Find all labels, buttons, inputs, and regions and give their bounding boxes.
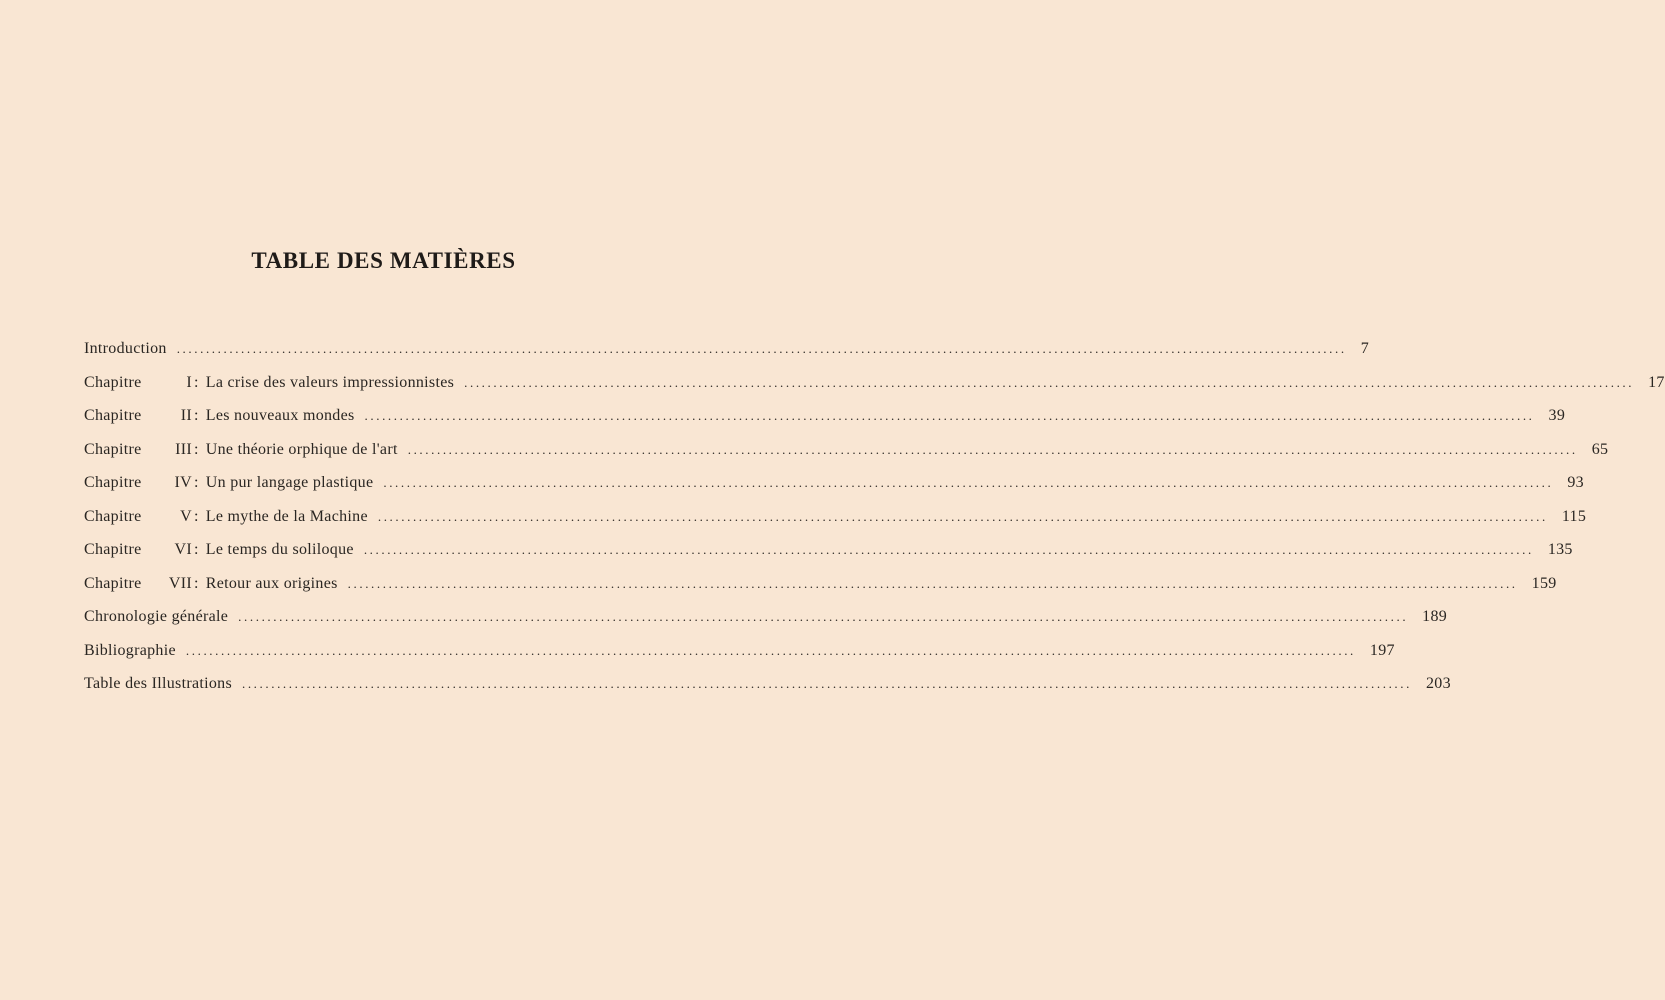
page-title: TABLE DES MATIÈRES [251,248,516,273]
chapter-colon: : [194,373,199,391]
chapter-word: Chapitre [84,373,142,391]
page-number: 7 [1360,340,1370,357]
page-number: 39 [1548,407,1566,424]
dot-leader: ........................................................................................................................................................................................................ [363,542,1534,557]
page-number: 135 [1547,541,1573,558]
entry-label: Le temps du soliloque [205,541,354,558]
chapter-colon: : [194,574,199,592]
chapter-word: Chapitre [84,507,142,525]
dot-leader: ........................................................................................................................................................................................................ [464,374,1635,390]
toc-entry-chronologie [84,608,1448,642]
chapter-numeral: II [180,407,192,424]
page-number: 189 [1422,608,1448,625]
page-number: 197 [1369,641,1395,659]
toc-entry-chapter-2 [84,407,1566,441]
toc-entry-illustrations [84,675,1451,709]
entry-label: Introduction [84,340,167,357]
dot-leader: ........................................................................................................................................................................................................ [364,408,1535,423]
entry-label: Chronologie générale [84,608,229,625]
dot-leader: ........................................................................................................................................................................................................ [238,609,1409,624]
toc-entry-introduction [84,340,1370,374]
chapter-numeral: VI [174,541,192,558]
entry-label: Retour aux origines [205,574,338,592]
chapter-word: Chapitre [84,574,142,592]
entry-label: Les nouveaux mondes [205,407,355,424]
chapter-numeral: VII [168,574,192,592]
chapter-colon: : [194,440,199,458]
page-number: 93 [1567,474,1584,491]
toc-entry-chapter-3 [84,440,1609,475]
page-number: 115 [1561,507,1587,525]
chapter-word: Chapitre [84,474,142,491]
chapter-colon: : [194,541,199,558]
chapter-word: Chapitre [84,440,142,458]
toc-entry-chapter-4 [84,474,1584,508]
chapter-numeral: V [180,507,192,525]
chapter-colon: : [194,474,199,491]
page-number: 65 [1591,440,1609,458]
entry-label: Le mythe de la Machine [205,507,368,525]
table-of-contents [84,340,1665,709]
chapter-colon: : [194,407,199,424]
entry-label: Une théorie orphique de l'art [205,440,398,458]
toc-entry-chapter-7 [84,574,1557,609]
dot-leader: ........................................................................................................................................................................................................ [383,475,1554,490]
page-number: 203 [1425,675,1451,692]
entry-label: Un pur langage plastique [205,474,374,491]
chapter-numeral: III [175,440,192,458]
toc-entry-bibliographie [84,641,1395,676]
chapter-colon: : [194,507,199,525]
entry-label: Table des Illustrations [84,675,232,692]
chapter-word: Chapitre [84,541,142,558]
dot-leader: ........................................................................................................................................................................................................ [407,441,1578,457]
page-number: 17 [1648,373,1665,391]
dot-leader: ........................................................................................................................................................................................................ [241,676,1412,691]
chapter-numeral: I [186,373,192,391]
dot-leader: ........................................................................................................................................................................................................ [377,508,1548,524]
dot-leader: ........................................................................................................................................................................................................ [185,642,1356,658]
chapter-numeral: IV [174,474,192,491]
dot-leader: ........................................................................................................................................................................................................ [347,575,1518,591]
entry-label: Bibliographie [84,641,176,659]
entry-label: La crise des valeurs impressionnistes [205,373,455,391]
dot-leader: ........................................................................................................................................................................................................ [176,341,1347,356]
toc-entry-chapter-1 [84,373,1665,408]
chapter-word: Chapitre [84,407,142,424]
toc-entry-chapter-6 [84,541,1573,575]
page-number: 159 [1531,574,1557,592]
toc-entry-chapter-5 [84,507,1587,542]
